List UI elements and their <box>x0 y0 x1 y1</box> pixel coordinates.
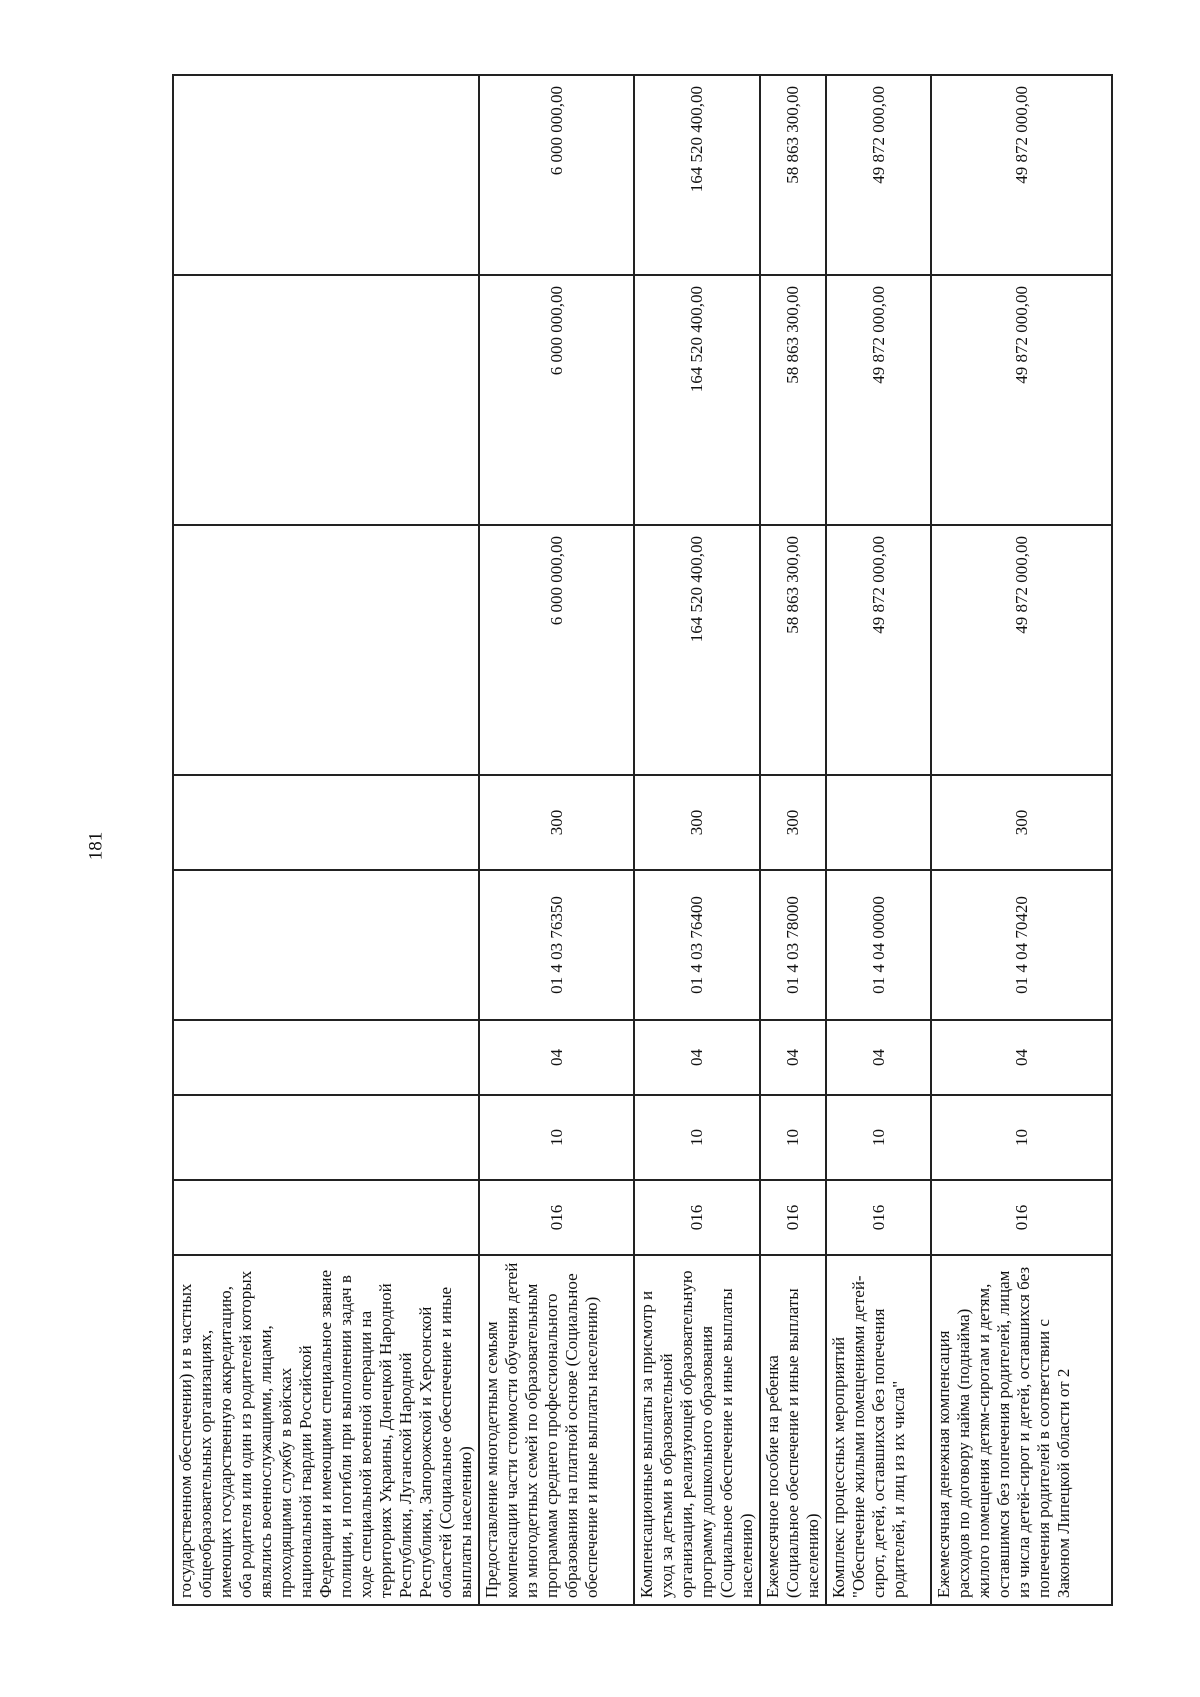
row-description: Ежемесячное пособие на ребенка (Социальное обеспечение и иные выплаты населению) <box>760 1255 826 1605</box>
row-sum-1 <box>173 525 479 775</box>
row-subsection: 04 <box>931 1020 1112 1095</box>
row-description: Ежемесячная денежная компенсация расходов по договору найма (поднайма) жилого помещения детям-сиротам и детям, оставшимся без попечения родителей, лицам из числа детей-сирот и детей, оставшихся без попечения родителей в соответствии с Законом Липецкой области от 2 <box>931 1255 1112 1605</box>
row-sum-3: 58 863 300,00 <box>760 75 826 275</box>
row-description: государственном обеспечении) и в частных общеобразовательных организациях, имеющих государственную аккредитацию, оба родителя или один из родителей которых являлись военнослужащими, лицами, проходящими службу в войсках национальной гвардии Российской Федерации и имеющими специальное звание полиции, и погибли при выполнении задач в ходе специальной военной операции на территориях Украины, Донецкой Народной Республики, Луганской Народной Республики, Запорожской и Херсонской областей (Социальное обеспечение и иные выплаты населению) <box>173 1255 479 1605</box>
row-section: 10 <box>479 1095 634 1180</box>
table-row <box>634 75 760 1605</box>
row-subsection <box>173 1020 479 1095</box>
row-sum-2: 49 872 000,00 <box>931 275 1112 525</box>
row-description: Комплекс процессных мероприятий "Обеспечение жилыми помещениями детей-сирот, детей, оставшихся без попечения родителей, и лиц из их числа" <box>826 1255 931 1605</box>
row-sum-3 <box>173 75 479 275</box>
row-sum-1: 164 520 400,00 <box>634 525 760 775</box>
table-row <box>173 75 479 1605</box>
row-description: Компенсационные выплаты за присмотр и уход за детьми в образовательной организации, реализующей образовательную программу дошкольного образования (Социальное обеспечение и иные выплаты населению) <box>634 1255 760 1605</box>
row-sum-2: 6 000 000,00 <box>479 275 634 525</box>
row-subsection: 04 <box>760 1020 826 1095</box>
row-sum-2: 164 520 400,00 <box>634 275 760 525</box>
row-sum-1: 49 872 000,00 <box>826 525 931 775</box>
table-row <box>931 75 1112 1605</box>
row-ministry: 016 <box>479 1180 634 1255</box>
row-section: 10 <box>760 1095 826 1180</box>
row-sum-3: 6 000 000,00 <box>479 75 634 275</box>
table-row <box>760 75 826 1605</box>
row-sum-1: 6 000 000,00 <box>479 525 634 775</box>
row-sum-3: 49 872 000,00 <box>931 75 1112 275</box>
row-expense-type <box>173 775 479 870</box>
row-description: Предоставление многодетным семьям компенсации части стоимости обучения детей из многодетных семей по образовательным программам среднего профессионального образования на платной основе (Социальное обеспечение и иные выплаты населению) <box>479 1255 634 1605</box>
row-section: 10 <box>634 1095 760 1180</box>
row-sum-1: 49 872 000,00 <box>931 525 1112 775</box>
row-subsection: 04 <box>826 1020 931 1095</box>
rotated-table-wrapper <box>172 76 1098 1606</box>
row-ministry: 016 <box>826 1180 931 1255</box>
row-sum-3: 49 872 000,00 <box>826 75 931 275</box>
row-target-article <box>173 870 479 1020</box>
table-row <box>826 75 931 1605</box>
row-ministry: 016 <box>931 1180 1112 1255</box>
row-expense-type: 300 <box>760 775 826 870</box>
row-section: 10 <box>931 1095 1112 1180</box>
row-sum-3: 164 520 400,00 <box>634 75 760 275</box>
page-number: 181 <box>85 831 107 861</box>
row-ministry <box>173 1180 479 1255</box>
row-ministry: 016 <box>634 1180 760 1255</box>
row-expense-type: 300 <box>479 775 634 870</box>
row-section: 10 <box>826 1095 931 1180</box>
row-subsection: 04 <box>634 1020 760 1095</box>
row-target-article: 01 4 04 00000 <box>826 870 931 1020</box>
row-expense-type <box>826 775 931 870</box>
row-sum-2: 49 872 000,00 <box>826 275 931 525</box>
row-target-article: 01 4 03 78000 <box>760 870 826 1020</box>
budget-table <box>172 74 1113 1606</box>
row-ministry: 016 <box>760 1180 826 1255</box>
row-sum-2: 58 863 300,00 <box>760 275 826 525</box>
row-sum-1: 58 863 300,00 <box>760 525 826 775</box>
table-row <box>479 75 634 1605</box>
row-expense-type: 300 <box>634 775 760 870</box>
row-expense-type: 300 <box>931 775 1112 870</box>
row-target-article: 01 4 03 76400 <box>634 870 760 1020</box>
row-subsection: 04 <box>479 1020 634 1095</box>
row-target-article: 01 4 04 70420 <box>931 870 1112 1020</box>
row-section <box>173 1095 479 1180</box>
row-target-article: 01 4 03 76350 <box>479 870 634 1020</box>
row-sum-2 <box>173 275 479 525</box>
